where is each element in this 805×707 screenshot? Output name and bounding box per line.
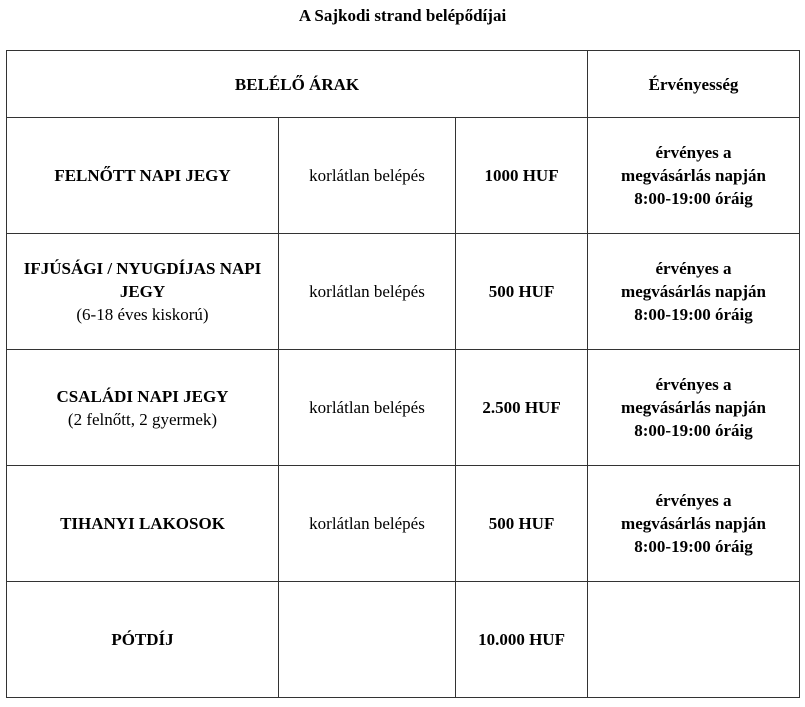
table-row bbox=[7, 234, 800, 350]
validity-cell bbox=[588, 118, 800, 234]
validity-line: 8:00-19:00 óráig bbox=[634, 305, 753, 324]
validity-cell bbox=[588, 350, 800, 466]
price-cell: 500 HUF bbox=[456, 466, 588, 582]
access-cell: korlátlan belépés bbox=[279, 234, 456, 350]
ticket-name-cell bbox=[7, 582, 279, 698]
validity-line: érvényes a bbox=[655, 375, 732, 394]
table-header-row bbox=[7, 51, 800, 118]
access-cell bbox=[279, 582, 456, 698]
validity-line: 8:00-19:00 óráig bbox=[634, 421, 753, 440]
ticket-name: TIHANYI LAKOSOK bbox=[60, 514, 225, 533]
ticket-name: PÓTDÍJ bbox=[111, 630, 174, 649]
access-cell: korlátlan belépés bbox=[279, 118, 456, 234]
table-row bbox=[7, 582, 800, 698]
validity-line: érvényes a bbox=[655, 491, 732, 510]
ticket-note: (2 felnőtt, 2 gyermek) bbox=[67, 409, 218, 429]
ticket-name: CSALÁDI NAPI JEGY bbox=[56, 386, 229, 406]
page-title: A Sajkodi strand belépődíjai bbox=[298, 6, 507, 25]
ticket-note: (6-18 éves kiskorú) bbox=[76, 305, 209, 324]
validity-cell bbox=[588, 234, 800, 350]
validity-cell bbox=[588, 466, 800, 582]
ticket-name-cell bbox=[7, 466, 279, 582]
price-cell: 2.500 HUF bbox=[456, 350, 588, 466]
table-row bbox=[7, 118, 800, 234]
validity-line: megvásárlás napján bbox=[621, 282, 767, 301]
access-cell: korlátlan belépés bbox=[279, 350, 456, 466]
access-cell: korlátlan belépés bbox=[279, 466, 456, 582]
price-table bbox=[6, 50, 800, 698]
validity-cell bbox=[588, 582, 800, 698]
ticket-name-cell bbox=[7, 350, 279, 466]
price-cell: 500 HUF bbox=[456, 234, 588, 350]
ticket-name: FELNŐTT NAPI JEGY bbox=[54, 166, 231, 185]
header-prices: BELÉLŐ ÁRAK bbox=[7, 51, 588, 118]
ticket-name-cell bbox=[7, 118, 279, 234]
table-row bbox=[7, 350, 800, 466]
price-cell: 10.000 HUF bbox=[456, 582, 588, 698]
ticket-name-cell bbox=[7, 234, 279, 350]
table-row bbox=[7, 466, 800, 582]
price-cell: 1000 HUF bbox=[456, 118, 588, 234]
validity-line: megvásárlás napján bbox=[621, 514, 767, 533]
validity-line: megvásárlás napján bbox=[621, 398, 767, 417]
validity-line: érvényes a bbox=[655, 259, 732, 278]
validity-line: megvásárlás napján bbox=[621, 166, 767, 185]
header-validity: Érvényesség bbox=[588, 51, 800, 118]
validity-line: 8:00-19:00 óráig bbox=[634, 189, 753, 208]
ticket-name: IFJÚSÁGI / NYUGDÍJAS NAPI JEGY bbox=[23, 259, 262, 301]
validity-line: 8:00-19:00 óráig bbox=[634, 537, 753, 556]
validity-line: érvényes a bbox=[655, 143, 732, 162]
